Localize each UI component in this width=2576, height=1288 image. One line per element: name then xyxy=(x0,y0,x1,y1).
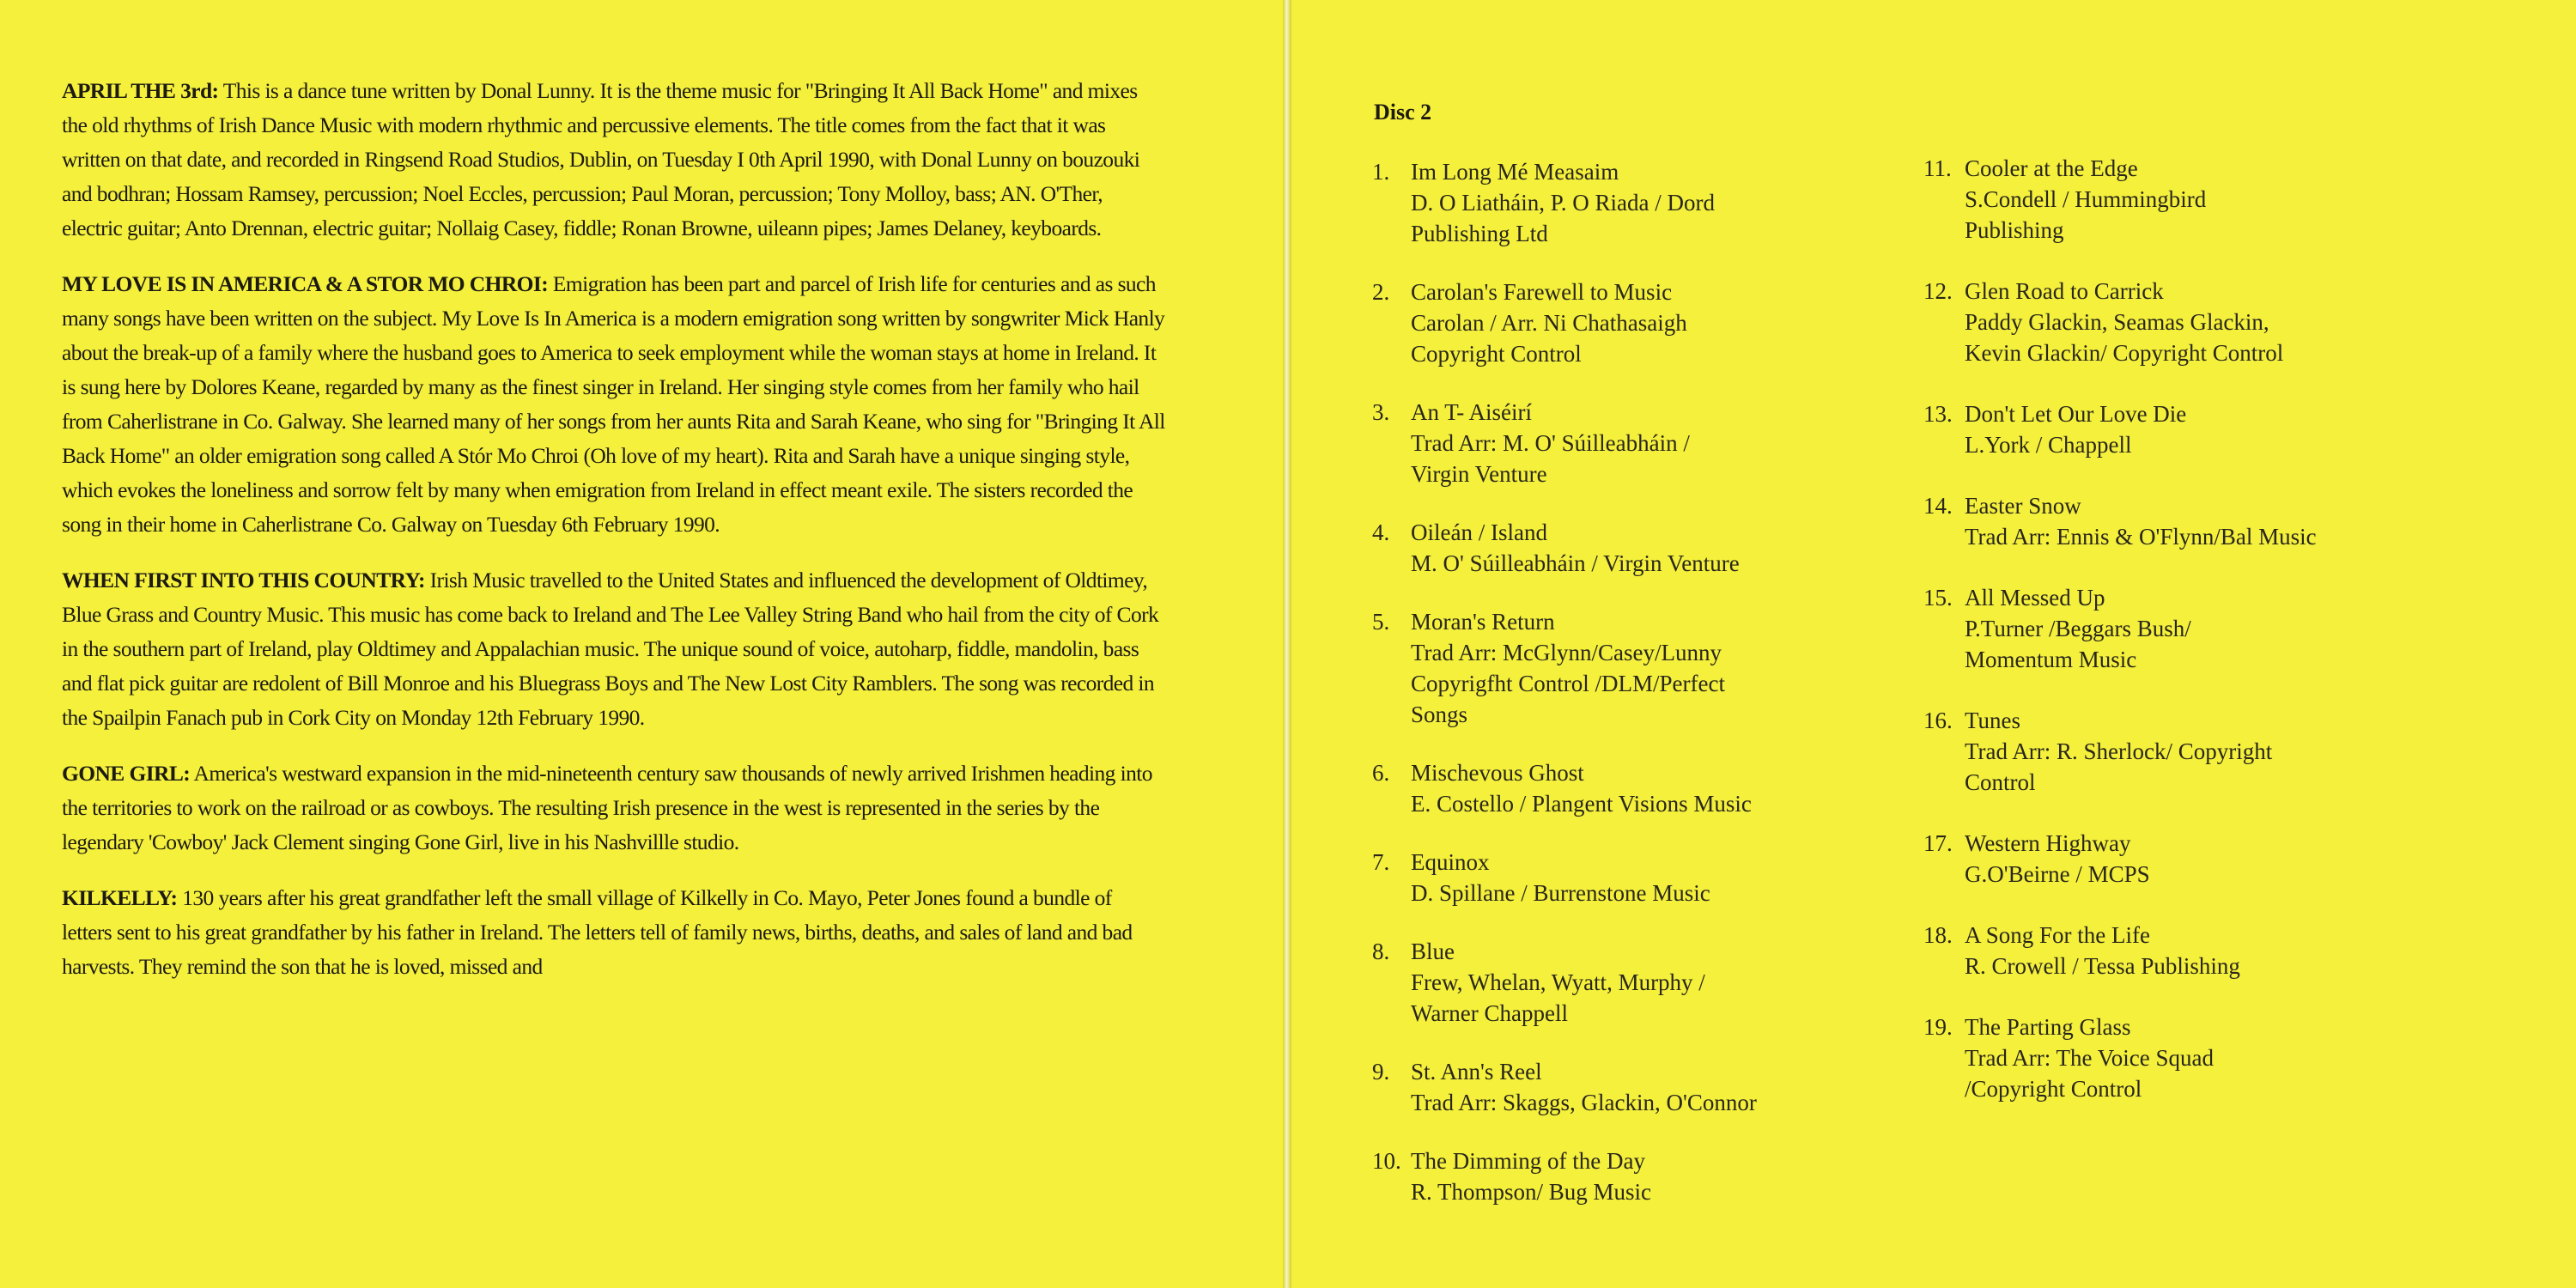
track-number: 15. xyxy=(1923,585,1953,611)
track-title: St. Ann's Reel xyxy=(1411,1059,1542,1084)
track-item xyxy=(1923,920,2456,981)
track-credit: Frew, Whelan, Wyatt, Murphy / Warner Chappell xyxy=(1411,969,1705,1026)
track-title: The Dimming of the Day xyxy=(1411,1148,1645,1174)
track-info xyxy=(1411,936,1887,1029)
track-title: Easter Snow xyxy=(1965,493,2081,519)
track-credit: S.Condell / Hummingbird Publishing xyxy=(1965,186,2207,243)
track-number: 7. xyxy=(1372,849,1390,875)
track-info xyxy=(1411,757,1887,819)
track-number: 4. xyxy=(1372,519,1390,545)
track-title: Glen Road to Carrick xyxy=(1965,278,2164,304)
track-title: Blue xyxy=(1411,939,1455,964)
note-text: 130 years after his great grandfather left the small village of Kilkelly in Co. Mayo, Peter Jones found a bundle of letters sent to his great grandfather by his father in Ireland. The letters tell of family news, births, deaths, and sales of land and bad harvests. They remind the son that he is loved, missed and xyxy=(62,885,1133,979)
track-item xyxy=(1923,705,2456,798)
track-title: A Song For the Life xyxy=(1965,922,2150,948)
track-item xyxy=(1372,757,1887,819)
track-credit: Trad Arr: McGlynn/Casey/Lunny Copyrigfht Control /DLM/Perfect Songs xyxy=(1411,640,1725,727)
track-title: All Messed Up xyxy=(1965,585,2105,611)
track-info xyxy=(1965,828,2456,890)
track-item xyxy=(1923,398,2456,460)
track-item xyxy=(1923,1012,2456,1104)
track-credit: D. Spillane / Burrenstone Music xyxy=(1411,880,1710,906)
track-info xyxy=(1965,398,2456,460)
note-text: Emigration has been part and parcel of Irish life for centuries and as such many songs have been written on the subject. My Love Is In America is a modern emigration song written by songwriter Mick Hanly about the break-up of a family where the husband goes to America to seek employment while the woman stays at home in Ireland. It is sung here by Dolores Keane, regarded by many as the finest singer in Ireland. Her singing style comes from her family who hail from Caherlistrane in Co. Galway. She learned many of her songs from her aunts Rita and Sarah Keane, who sing for "Bringing It All Back Home" an older emigration song called A Stór Mo Chroi (Oh love of my heart). Rita and Sarah have a unique singing style, which evokes the loneliness and sorrow felt by many when emigration from Ireland in effect meant exile. The sisters recorded the song in their home in Caherlistrane Co. Galway on Tuesday 6th February 1990. xyxy=(62,271,1165,537)
track-item xyxy=(1923,582,2456,675)
track-credit: Trad Arr: R. Sherlock/ Copyright Control xyxy=(1965,738,2273,795)
note-heading: APRIL THE 3rd: xyxy=(62,78,219,103)
track-item xyxy=(1372,606,1887,730)
track-item xyxy=(1372,156,1887,249)
track-info xyxy=(1965,276,2456,368)
track-title: Moran's Return xyxy=(1411,609,1555,635)
track-info xyxy=(1965,705,2456,798)
track-number: 17. xyxy=(1923,830,1953,856)
disc-title: Disc 2 xyxy=(1374,100,1432,125)
note-gone-girl xyxy=(62,756,1165,860)
track-title: Cooler at the Edge xyxy=(1965,155,2138,181)
track-info xyxy=(1965,153,2456,246)
track-number: 8. xyxy=(1372,939,1390,964)
note-text: America's westward expansion in the mid-nineteenth century saw thousands of newly arrived Irishmen heading into the territories to work on the railroad or as cowboys. The resulting Irish presence in the west is represented in the series by the legendary 'Cowboy' Jack Clement singing Gone Girl, live in his Nashvillle studio. xyxy=(62,761,1152,854)
track-credit: Trad Arr: Skaggs, Glackin, O'Connor xyxy=(1411,1090,1757,1115)
track-credit: D. O Liatháin, P. O Riada / Dord Publishing Ltd xyxy=(1411,190,1715,246)
note-april-the-3rd xyxy=(62,74,1165,246)
track-credit: G.O'Beirne / MCPS xyxy=(1965,861,2150,887)
track-credit: R. Thompson/ Bug Music xyxy=(1411,1179,1652,1205)
track-credit: L.York / Chappell xyxy=(1965,432,2132,458)
track-info xyxy=(1965,490,2456,552)
track-info xyxy=(1411,1056,1887,1118)
track-title: Oileán / Island xyxy=(1411,519,1547,545)
note-heading: GONE GIRL: xyxy=(62,761,191,786)
note-when-first-into-this-country xyxy=(62,563,1165,735)
track-info xyxy=(1965,582,2456,675)
track-number: 10. xyxy=(1372,1148,1401,1174)
track-number: 11. xyxy=(1923,155,1952,181)
track-info xyxy=(1965,1012,2456,1104)
liner-notes xyxy=(62,74,1165,1005)
track-title: Mischevous Ghost xyxy=(1411,760,1584,786)
note-heading: KILKELLY: xyxy=(62,885,178,910)
track-info xyxy=(1411,847,1887,908)
track-number: 6. xyxy=(1372,760,1390,786)
track-number: 18. xyxy=(1923,922,1953,948)
track-credit: P.Turner /Beggars Bush/ Momentum Music xyxy=(1965,616,2191,672)
track-item xyxy=(1372,276,1887,369)
note-text: This is a dance tune written by Donal Lunny. It is the theme music for "Bringing It All Back Home" and mixes the old rhythms of Irish Dance Music with modern rhythmic and percussive elements. The title comes from the fact that it was written on that date, and recorded in Ringsend Road Studios, Dublin, on Tuesday I 0th April 1990, with Donal Lunny on bouzouki and bodhran; Hossam Ramsey, percussion; Noel Eccles, percussion; Paul Moran, percussion; Tony Molloy, bass; AN. O'Ther, electric guitar; Anto Drennan, electric guitar; Nollaig Casey, fiddle; Ronan Browne, uileann pipes; James Delaney, keyboards. xyxy=(62,78,1140,240)
track-info xyxy=(1411,1145,1887,1207)
track-credit: Carolan / Arr. Ni Chathasaigh Copyright Control xyxy=(1411,310,1687,367)
track-info xyxy=(1411,156,1887,249)
note-heading: WHEN FIRST INTO THIS COUNTRY: xyxy=(62,568,425,592)
track-number: 1. xyxy=(1372,159,1390,185)
track-info xyxy=(1411,397,1887,489)
track-number: 12. xyxy=(1923,278,1953,304)
track-number: 16. xyxy=(1923,708,1953,733)
track-item xyxy=(1923,490,2456,552)
track-title: Tunes xyxy=(1965,708,2021,733)
track-number: 9. xyxy=(1372,1059,1390,1084)
track-item xyxy=(1372,847,1887,908)
track-info xyxy=(1411,276,1887,369)
track-credit: M. O' Súilleabháin / Virgin Venture xyxy=(1411,550,1740,576)
track-item xyxy=(1372,1056,1887,1118)
tracklist-column-2 xyxy=(1923,153,2456,1104)
note-heading: MY LOVE IS IN AMERICA & A STOR MO CHROI: xyxy=(62,271,549,296)
note-kilkelly xyxy=(62,881,1165,984)
track-info xyxy=(1965,920,2456,981)
track-credit: R. Crowell / Tessa Publishing xyxy=(1965,953,2240,979)
track-item xyxy=(1372,936,1887,1029)
track-number: 14. xyxy=(1923,493,1953,519)
track-title: Don't Let Our Love Die xyxy=(1965,401,2187,427)
track-title: An T- Aiséirí xyxy=(1411,399,1533,425)
track-number: 5. xyxy=(1372,609,1390,635)
track-credit: E. Costello / Plangent Visions Music xyxy=(1411,791,1752,817)
track-number: 13. xyxy=(1923,401,1953,427)
track-credit: Trad Arr: The Voice Squad /Copyright Control xyxy=(1965,1045,2214,1102)
track-number: 19. xyxy=(1923,1014,1953,1040)
track-number: 2. xyxy=(1372,279,1390,305)
track-credit: Trad Arr: M. O' Súilleabháin / Virgin Venture xyxy=(1411,430,1690,487)
track-number: 3. xyxy=(1372,399,1390,425)
note-my-love-is-in-america xyxy=(62,267,1165,542)
track-item xyxy=(1923,828,2456,890)
track-info xyxy=(1411,606,1887,730)
track-item xyxy=(1923,153,2456,246)
note-text: Irish Music travelled to the United States and influenced the development of Oldtimey, Blue Grass and Country Music. This music has come back to Ireland and The Lee Valley String Band who hail from the city of Cork in the southern part of Ireland, play Oldtimey and Appalachian music. The unique sound of voice, autoharp, fiddle, mandolin, bass and flat pick guitar are redolent of Bill Monroe and his Bluegrass Boys and The New Lost City Ramblers. The song was recorded in the Spailpin Fanach pub in Cork City on Monday 12th February 1990. xyxy=(62,568,1159,730)
track-credit: Paddy Glackin, Seamas Glackin, Kevin Glackin/ Copyright Control xyxy=(1965,309,2284,366)
track-info xyxy=(1411,517,1887,579)
booklet-spine xyxy=(1283,0,1291,1288)
track-title: Carolan's Farewell to Music xyxy=(1411,279,1673,305)
tracklist-column-1 xyxy=(1372,156,1887,1207)
track-title: Im Long Mé Measaim xyxy=(1411,159,1619,185)
track-title: Western Highway xyxy=(1965,830,2131,856)
track-title: Equinox xyxy=(1411,849,1490,875)
track-item xyxy=(1372,517,1887,579)
track-item xyxy=(1923,276,2456,368)
track-title: The Parting Glass xyxy=(1965,1014,2131,1040)
track-item xyxy=(1372,1145,1887,1207)
track-credit: Trad Arr: Ennis & O'Flynn/Bal Music xyxy=(1965,524,2317,550)
track-item xyxy=(1372,397,1887,489)
